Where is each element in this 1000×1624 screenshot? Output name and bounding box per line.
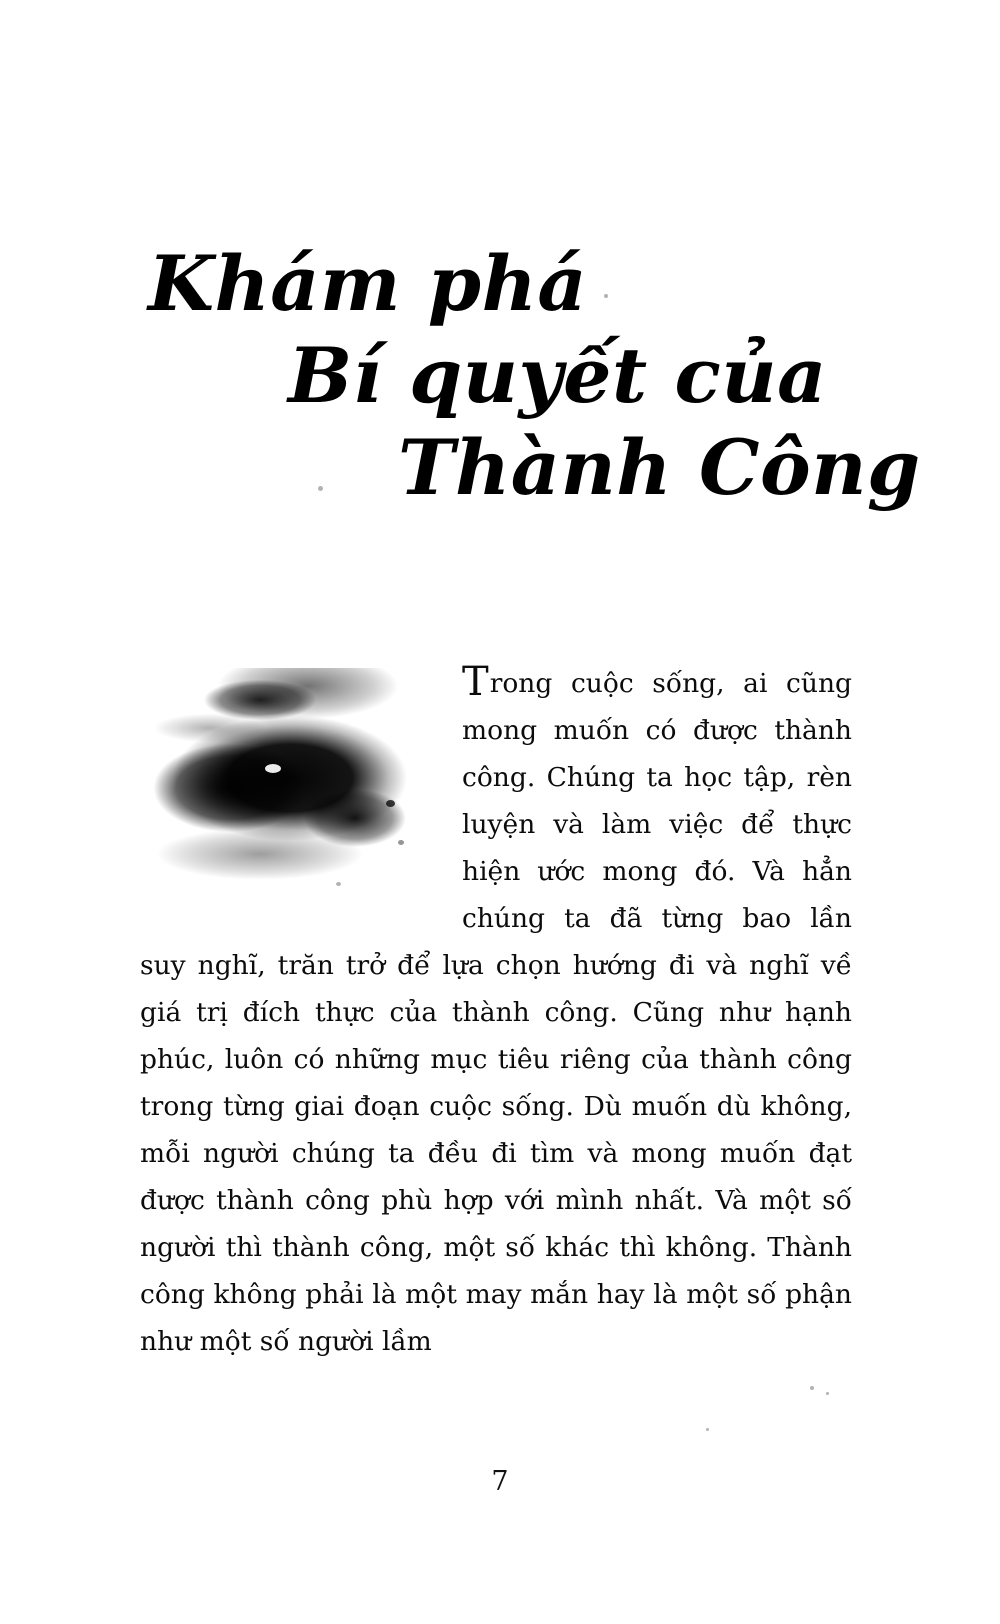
chapter-title-line-2: Bí quyết của	[288, 331, 827, 420]
ink-blot-shape	[140, 668, 440, 913]
ink-speck-b	[398, 840, 404, 845]
ink-speck-c	[336, 882, 341, 886]
body-text-block	[140, 660, 852, 1365]
chapter-title	[0, 238, 1000, 514]
page-number: 7	[491, 1466, 509, 1497]
scan-speckle	[706, 1428, 709, 1431]
chapter-title-line-1: Khám phá	[148, 239, 588, 328]
scan-speckle	[826, 1392, 829, 1395]
paragraph-text: rong cuộc sống, ai cũng mong muốn có được thành công. Chúng ta học tập, rèn luyện và làm việc để thực hiện ước mong đó. Và hẳn chúng ta đã từng bao lần suy nghĩ, trăn trở để lựa chọn hướng đi và nghĩ về giá trị đích thực của thành công. Cũng như hạnh phúc, luôn có những mục tiêu riêng của thành công trong từng giai đoạn cuộc sống. Dù muốn dù không, mỗi người chúng ta đều đi tìm và mong muốn đạt được thành công phù hợp với mình nhất. Và một số người thì thành công, một số khác thì không. Thành công không phải là một may mắn hay là một số phận như một số người lầm	[140, 668, 852, 1357]
drop-cap: T	[462, 659, 489, 705]
ink-speck-a	[386, 800, 395, 807]
ink-blot-highlight	[265, 764, 281, 773]
scan-speckle	[810, 1386, 814, 1390]
ink-blot-illustration	[140, 668, 440, 913]
chapter-title-line-3: Thành Công	[398, 423, 921, 512]
